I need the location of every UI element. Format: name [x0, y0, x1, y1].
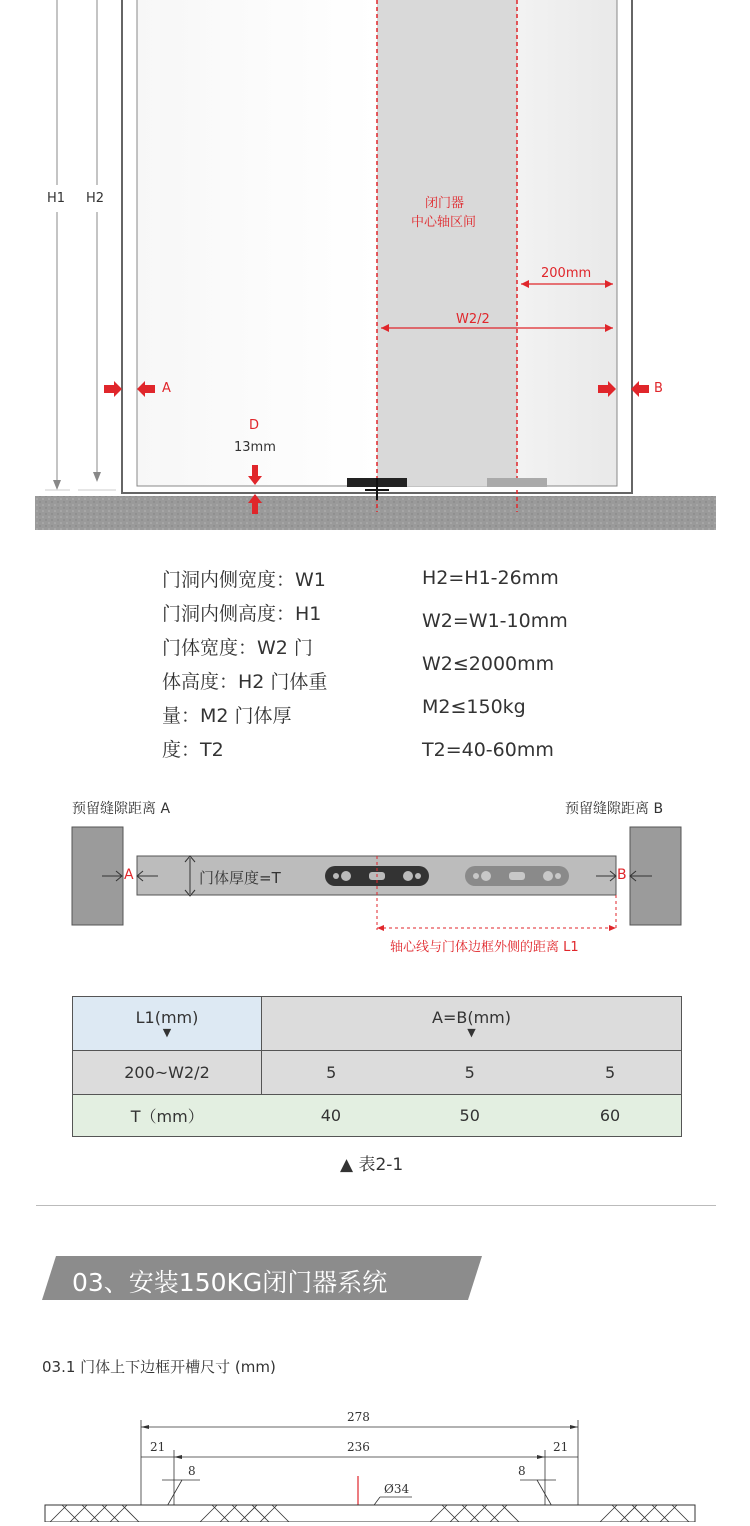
section-subtitle: 03.1 门体上下边框开槽尺寸 (mm) — [42, 1358, 276, 1376]
table-row — [73, 1051, 682, 1095]
slot-drawing-svg — [0, 1400, 750, 1522]
spec-item: T2=40-60mm — [422, 739, 554, 761]
spec-item: M2≤150kg — [422, 696, 526, 718]
closer-zone — [377, 0, 517, 486]
gap-b-arrow-out — [631, 381, 649, 397]
down-triangle-icon: ▼ — [162, 1026, 172, 1039]
dim-236: 236 — [347, 1440, 370, 1454]
thickness-diagram — [0, 790, 750, 960]
dim-278: 278 — [347, 1410, 370, 1424]
dim-200-label: 200mm — [541, 266, 592, 281]
pivot-right — [487, 478, 547, 487]
hatched-slab — [45, 1505, 695, 1522]
section-divider — [36, 1205, 716, 1206]
d-label: D — [249, 418, 260, 433]
spec-item: 门洞内侧高度：H1 — [162, 603, 322, 625]
table-header-ab: A=B(mm) ▼ — [262, 997, 682, 1051]
gap-a-arrow-in — [104, 381, 122, 397]
spec-table — [72, 996, 682, 1137]
gap-b-label: B — [654, 381, 663, 396]
dim-21-left: 21 — [150, 1440, 166, 1454]
h2-label: H2 — [86, 191, 105, 206]
gap-left-title: 预留缝隙距离 A — [72, 801, 171, 817]
closer-zone-label-2: 中心轴区间 — [411, 215, 477, 230]
spec-item: W2≤2000mm — [422, 653, 555, 675]
dim-diameter: Ø34 — [384, 1482, 410, 1496]
thickness-label: 门体厚度=T — [199, 869, 281, 887]
l1-label: 轴心线与门体边框外侧的距离 L1 — [390, 940, 579, 955]
spec-item: 量：M2 门体厚 — [162, 705, 292, 727]
d-value: 13mm — [234, 440, 276, 455]
spec-item: 度：T2 — [162, 739, 224, 761]
closer-zone-label-1: 闭门器 — [425, 196, 465, 211]
gap-a-label: A — [162, 381, 171, 396]
spec-item: 门洞内侧宽度：W1 — [162, 569, 326, 591]
table-cell: T（mm） — [73, 1095, 262, 1137]
door-diagram-svg — [0, 0, 750, 535]
table-cell: 200~W2/2 — [73, 1051, 262, 1095]
thickness-a-mark: A — [124, 867, 134, 883]
table-cell: 5 — [539, 1051, 681, 1095]
gap-right-title: 预留缝隙距离 B — [565, 801, 664, 817]
spec-item: W2=W1-10mm — [422, 610, 568, 632]
door-diagram — [0, 0, 750, 535]
specs-left — [162, 566, 402, 770]
table-cell: 40 — [262, 1095, 401, 1137]
table-row — [73, 1095, 682, 1137]
h1-label: H1 — [47, 191, 66, 206]
table-header-l1: L1(mm) ▼ — [73, 997, 262, 1051]
dim-21-right: 21 — [553, 1440, 569, 1454]
table-cell: 5 — [400, 1051, 539, 1095]
section-banner — [42, 1256, 482, 1300]
dim-8-left: 8 — [188, 1464, 196, 1478]
dim-w2half-label: W2/2 — [456, 312, 490, 327]
dim-8-right: 8 — [518, 1464, 526, 1478]
thickness-b-mark: B — [617, 867, 627, 883]
slot-drawing — [0, 1400, 750, 1522]
section-title: 03、安装150KG闭门器系统 — [72, 1268, 388, 1297]
down-triangle-icon: ▼ — [467, 1026, 476, 1039]
spec-item: 门体宽度：W2 门 — [162, 637, 313, 659]
floor — [35, 496, 716, 530]
spec-item: 体高度：H2 门体重 — [162, 671, 328, 693]
table-cell: 5 — [262, 1051, 401, 1095]
spec-item: H2=H1-26mm — [422, 567, 559, 589]
table-caption: ▲ 表2-1 — [340, 1155, 404, 1175]
specs-right — [422, 564, 642, 779]
table-cell: 50 — [400, 1095, 539, 1137]
table-cell: 60 — [539, 1095, 681, 1137]
